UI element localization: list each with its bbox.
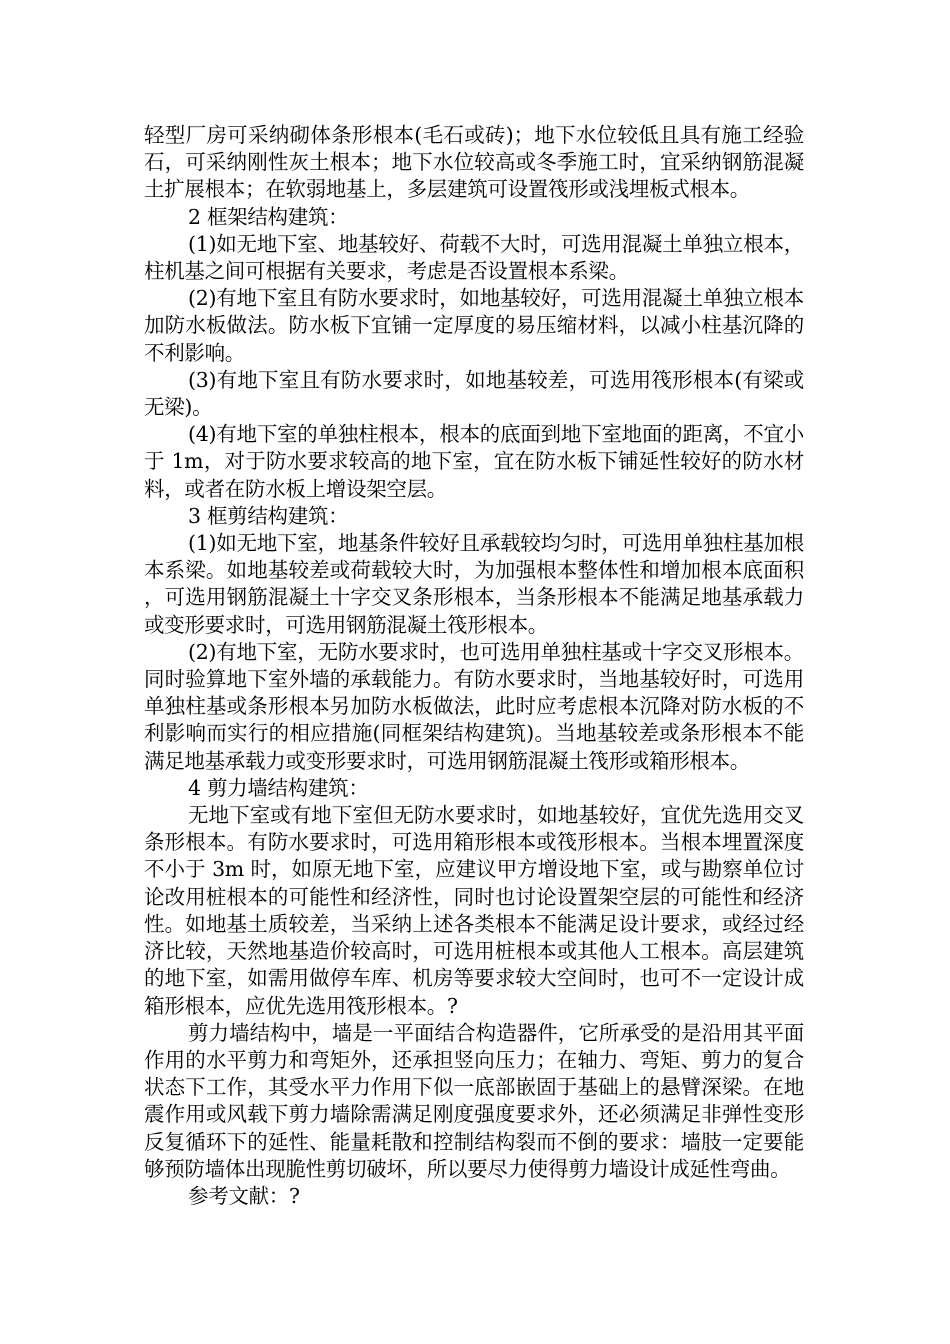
references-heading: 参考文献：? [188, 1183, 300, 1208]
paragraph-frame-shear-item-2: (2)有地下室，无防水要求时，也可选用单独柱基或十字交叉形根本。同时验算地下室外墙的承载能力。有防水要求时，当地基较好时，可选用单独柱基或条形根本另加防水板做法，此时应考虑根本沉降对防水板的不利影响而实行的相应措施(同框架结构建筑)。当地基较差或条形根本不能满足地基承载力或变形要求时，可选用钢筋混凝土筏形或箱形根本。 [144, 639, 804, 773]
heading-shear-wall-structure: 4 剪力墙结构建筑： [188, 775, 369, 800]
document-page [144, 122, 804, 1210]
paragraph-frame-item-3: (3)有地下室且有防水要求时，如地基较差，可选用筏形根本(有梁或无梁)。 [144, 367, 804, 420]
paragraph-frame-shear-item-1: (1)如无地下室，地基条件较好且承载较均匀时，可选用单独柱基加根本系梁。如地基较差或荷载较大时，为加强根本整体性和增加根本底面积，可选用钢筋混凝土十字交叉条形根本，当条形根本不能满足地基承载力或变形要求时，可选用钢筋混凝土筏形根本。 [144, 531, 804, 637]
paragraph-frame-item-4: (4)有地下室的单独柱根本，根本的底面到地下室地面的距离，不宜小于 1m，对于防水要求较高的地下室，宜在防水板下铺延性较好的防水材料，或者在防水板上增设架空层。 [144, 422, 804, 501]
paragraph-frame-item-2: (2)有地下室且有防水要求时，如地基较好，可选用混凝土单独立根本加防水板做法。防水板下宜铺一定厚度的易压缩材料，以减小柱基沉降的不利影响。 [144, 286, 804, 365]
paragraph-shear-wall-mechanics: 剪力墙结构中，墙是一平面结合构造器件，它所承受的是沿用其平面作用的水平剪力和弯矩外，还承担竖向压力；在轴力、弯矩、剪力的复合状态下工作，其受水平力作用下似一底部嵌固于基础上的悬臂深梁。在地震作用或风载下剪力墙除需满足刚度强度要求外，还必须满足非弹性变形反复循环下的延性、能量耗散和控制结构裂而不倒的要求：墙肢一定要能够预防墙体出现脆性剪切破坏，所以要尽力使得剪力墙设计成延性弯曲。 [144, 1020, 804, 1181]
heading-frame-structure: 2 框架结构建筑： [188, 204, 349, 229]
paragraph-foundation-light-buildings: 轻型厂房可采纳砌体条形根本(毛石或砖)；地下水位较低且具有施工经验石，可采纳刚性灰土根本；地下水位较高或冬季施工时，宜采纳钢筋混凝土扩展根本；在软弱地基上，多层建筑可设置筏形或浅埋板式根本。 [144, 123, 804, 202]
heading-frame-shear-structure: 3 框剪结构建筑： [188, 503, 349, 528]
paragraph-frame-item-1: (1)如无地下室、地基较好、荷载不大时，可选用混凝土单独立根本，柱机基之间可根据有关要求，考虑是否设置根本系梁。 [144, 231, 804, 284]
paragraph-shear-wall-foundation: 无地下室或有地下室但无防水要求时，如地基较好，宜优先选用交叉条形根本。有防水要求时，可选用箱形根本或筏形根本。当根本埋置深度不小于 3m 时，如原无地下室，应建议甲方增设地下室，或与勘察单位讨论改用桩根本的可能性和经济性，同时也讨论设置架空层的可能性和经济性。如地基土质较差，当采纳上述各类根本不能满足设计要求，或经过经济比较，天然地基造价较高时，可选用桩根本或其他人工根本。高层建筑的地下室，如需用做停车库、机房等要求较大空间时，也可不一定设计成箱形根本，应优先选用筏形根本。? [144, 803, 804, 1018]
